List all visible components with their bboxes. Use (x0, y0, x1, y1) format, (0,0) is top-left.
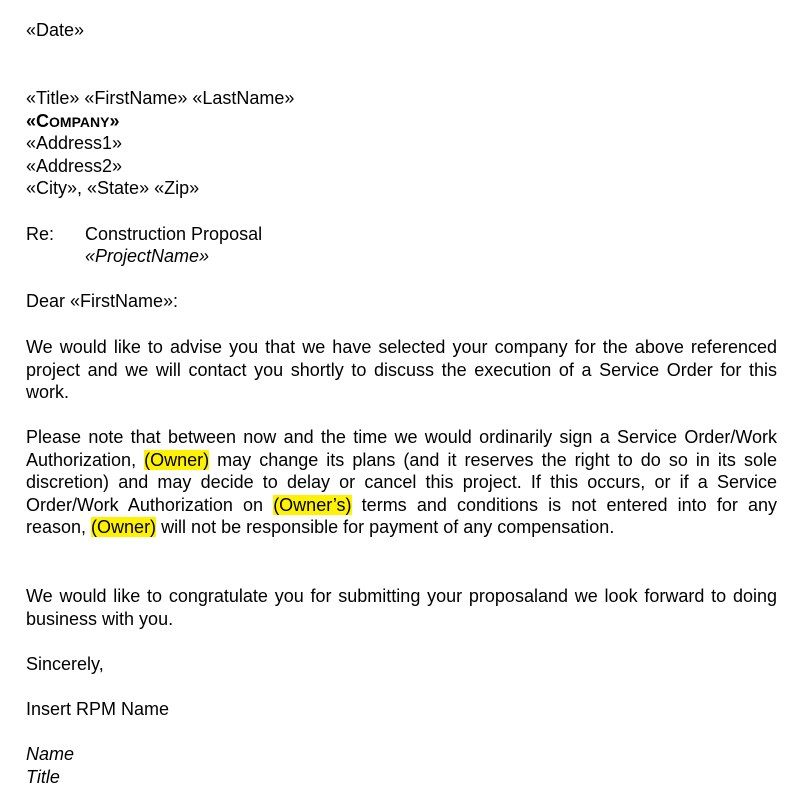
address1-field: «Address1» (26, 133, 123, 153)
date-field: «Date» (26, 20, 85, 40)
re-label: Re: (26, 224, 55, 244)
city-state-zip: «City», «State» «Zip» (26, 178, 200, 198)
owner-placeholder: (Owner) (144, 449, 210, 470)
company-open: « (26, 111, 37, 131)
closing: Sincerely, (26, 654, 104, 674)
signer-name: Insert RPM Name (26, 699, 170, 719)
re-line (26, 223, 777, 245)
para2-text-1: Please note that between now and the time we would ordinarily sign a Service Order/Work Authorization, (26, 427, 777, 470)
signature-title: Title (26, 767, 60, 787)
signature-name: Name (26, 744, 75, 764)
para2-text-4: will not be responsible for payment of any compensation. (156, 517, 615, 538)
salutation: Dear «FirstName»: (26, 291, 179, 311)
company-initial: C (36, 111, 50, 131)
address2-field: «Address2» (26, 156, 123, 176)
company-rest: OMPANY (49, 114, 110, 130)
para2-text-2: may change its plans (and it reserves the right to do so in its sole discretion) and may decide to delay or cancel this project. If this occurs, or if a Service Order/Work Authorization on (26, 449, 777, 515)
paragraph-3: We would like to congratulate you for submitting your proposaland we look forward to doing business with you. (26, 586, 777, 629)
recipient-name: «Title» «FirstName» «LastName» (26, 88, 295, 108)
re-project: «ProjectName» (85, 246, 210, 266)
paragraph-2 (26, 426, 777, 539)
paragraph-1: We would like to advise you that we have selected your company for the above referenced project and we will contact you shortly to discuss the execution of a Service Order for this work. (26, 337, 777, 403)
company-field (26, 110, 119, 132)
company-close: » (109, 111, 120, 131)
owner-placeholder: (Owner) (91, 517, 157, 538)
re-subject: Construction Proposal (85, 224, 263, 244)
para2-text-3: terms and conditions is not entered into for any reason, (26, 494, 777, 538)
owners-placeholder: (Owner’s) (273, 494, 352, 515)
